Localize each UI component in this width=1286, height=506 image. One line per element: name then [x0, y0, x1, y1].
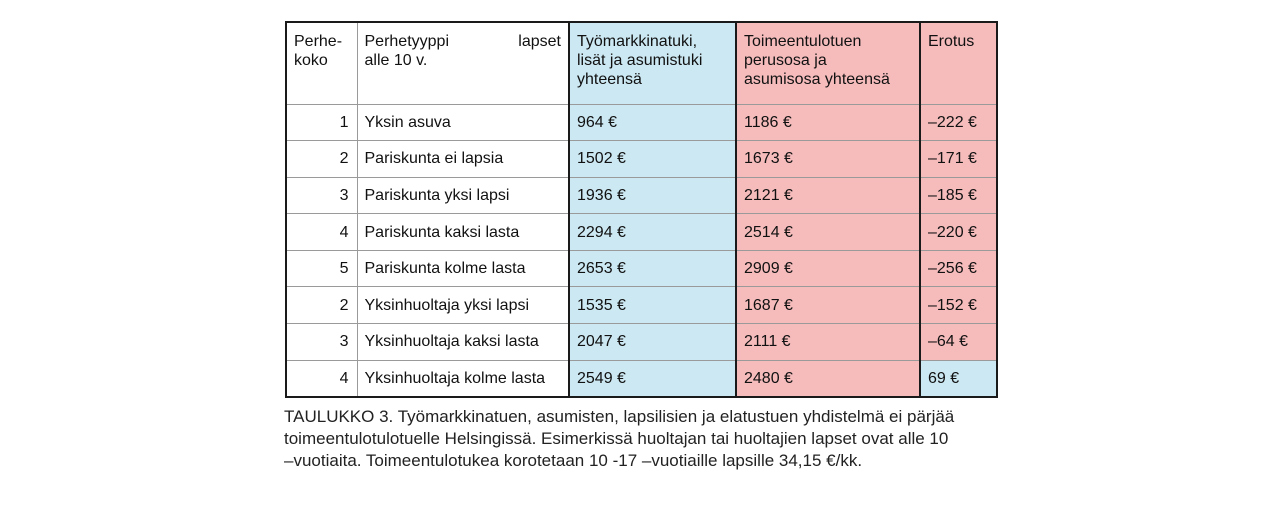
table-row [286, 214, 997, 251]
cell-family-size: 3 [286, 177, 357, 214]
table-row [286, 250, 997, 287]
cell-family-type: Yksinhuoltaja kaksi lasta [357, 324, 569, 361]
cell-income-support: 2121 € [736, 177, 920, 214]
cell-difference: –64 € [920, 324, 997, 361]
cell-income-support: 2514 € [736, 214, 920, 251]
table-row [286, 287, 997, 324]
header-income-support: Toimeentulotuen perusosa ja asumisosa yhteensä [736, 22, 920, 104]
cell-labour-support: 1502 € [569, 141, 736, 178]
table-header-row [286, 22, 997, 104]
cell-family-type: Pariskunta yksi lapsi [357, 177, 569, 214]
cell-labour-support: 2549 € [569, 360, 736, 397]
cell-family-type: Pariskunta kolme lasta [357, 250, 569, 287]
caption-line: –vuotiaita. Toimeentulotukea korotetaan 10 -17 –vuotiaille lapsille 34,15 €/kk. [284, 451, 863, 470]
table-row [286, 324, 997, 361]
cell-income-support: 2909 € [736, 250, 920, 287]
cell-family-size: 4 [286, 360, 357, 397]
header-difference: Erotus [920, 22, 997, 104]
cell-difference: –185 € [920, 177, 997, 214]
cell-income-support: 2480 € [736, 360, 920, 397]
cell-difference: 69 € [920, 360, 997, 397]
table-row [286, 104, 997, 141]
cell-family-type: Yksinhuoltaja kolme lasta [357, 360, 569, 397]
benefits-comparison-table [285, 21, 998, 398]
cell-difference: –171 € [920, 141, 997, 178]
table-row [286, 141, 997, 178]
cell-family-size: 1 [286, 104, 357, 141]
cell-labour-support: 1535 € [569, 287, 736, 324]
cell-family-type: Pariskunta kaksi lasta [357, 214, 569, 251]
cell-difference: –220 € [920, 214, 997, 251]
cell-difference: –256 € [920, 250, 997, 287]
cell-difference: –222 € [920, 104, 997, 141]
cell-labour-support: 2294 € [569, 214, 736, 251]
header-labour-market-support: Työmarkkinatuki, lisät ja asumistuki yhteensä [569, 22, 736, 104]
cell-family-size: 2 [286, 141, 357, 178]
cell-labour-support: 2047 € [569, 324, 736, 361]
cell-income-support: 1673 € [736, 141, 920, 178]
cell-labour-support: 1936 € [569, 177, 736, 214]
cell-difference: –152 € [920, 287, 997, 324]
cell-labour-support: 964 € [569, 104, 736, 141]
cell-family-size: 3 [286, 324, 357, 361]
header-family-size: Perhe- koko [286, 22, 357, 104]
cell-family-type: Yksin asuva [357, 104, 569, 141]
cell-family-type: Pariskunta ei lapsia [357, 141, 569, 178]
cell-income-support: 2111 € [736, 324, 920, 361]
cell-family-size: 5 [286, 250, 357, 287]
cell-family-size: 4 [286, 214, 357, 251]
header-family-type: Perhetyyppi lapset alle 10 v. [357, 22, 569, 104]
cell-family-type: Yksinhuoltaja yksi lapsi [357, 287, 569, 324]
caption-line: toimeentulotulotuelle Helsingissä. Esimerkissä huoltajan tai huoltajien lapset ovat alle 10 [284, 429, 949, 448]
table-row [286, 360, 997, 397]
cell-income-support: 1186 € [736, 104, 920, 141]
caption-line: TAULUKKO 3. Työmarkkinatuen, asumisten, lapsilisien ja elatustuen yhdistelmä ei pärjää [284, 407, 955, 426]
cell-family-size: 2 [286, 287, 357, 324]
cell-income-support: 1687 € [736, 287, 920, 324]
page-top-edge [0, 0, 1286, 8]
cell-labour-support: 2653 € [569, 250, 736, 287]
table-row [286, 177, 997, 214]
table-caption [284, 406, 1029, 472]
